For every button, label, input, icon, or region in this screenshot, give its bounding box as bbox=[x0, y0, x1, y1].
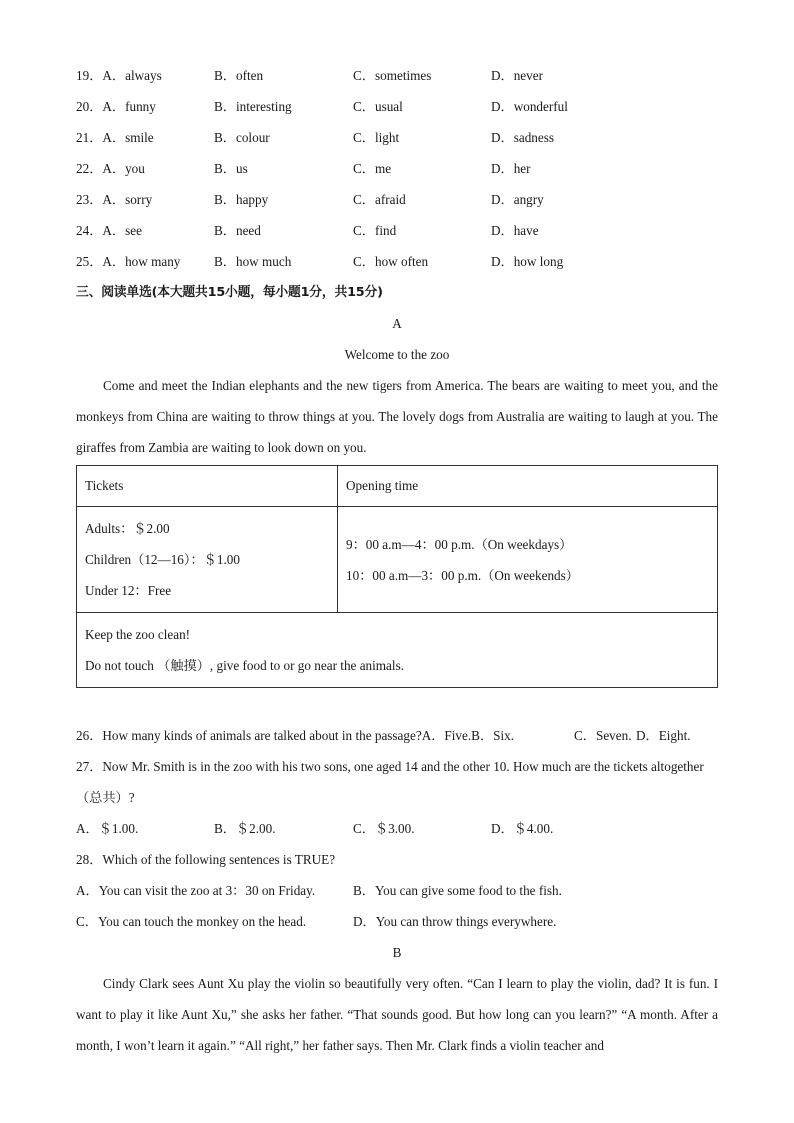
question-27-options bbox=[76, 813, 718, 844]
option-d: D．have bbox=[491, 223, 539, 238]
tickets-cell bbox=[77, 507, 338, 613]
passage-b-label: B bbox=[392, 945, 402, 960]
exam-page bbox=[76, 60, 718, 1061]
question-number: 19． bbox=[76, 68, 103, 83]
question-number: 21． bbox=[76, 130, 103, 145]
question-number: 22． bbox=[76, 161, 103, 176]
question-number: 23． bbox=[76, 192, 103, 207]
zoo-info-table bbox=[76, 465, 718, 688]
option-d: D．Eight. bbox=[636, 728, 691, 743]
opening-time-header: Opening time bbox=[338, 466, 718, 507]
option-row-20 bbox=[76, 91, 718, 122]
question-number: 20． bbox=[76, 99, 103, 114]
rule-clean: Keep the zoo clean! bbox=[85, 627, 191, 642]
option-b: B．happy bbox=[214, 192, 269, 207]
option-a: A．sorry bbox=[102, 192, 153, 207]
question-27-text: 27．Now Mr. Smith is in the zoo with his two sons, one aged 14 and the other 10. How much are the tickets altogether（总共）? bbox=[76, 759, 704, 805]
option-c: C．me bbox=[353, 161, 392, 176]
option-row-19 bbox=[76, 60, 718, 91]
option-c: C．You can touch the monkey on the head. bbox=[76, 914, 307, 929]
option-d: D．wonderful bbox=[491, 99, 568, 114]
option-a: A．smile bbox=[102, 130, 154, 145]
passage-b-text: Cindy Clark sees Aunt Xu play the violin so beautifully very often. “Can I learn to play the violin, dad? It is fun. I want to play it like Aunt Xu,” she asks her father. “That sounds good. But how long can you learn?” “A month. After a month, I won’t learn it again.” “All right,” her father says. Then Mr. Clark finds a violin teacher and bbox=[76, 976, 718, 1053]
rules-cell bbox=[77, 613, 718, 688]
rule-no-touch: Do not touch （触摸）, give food to or go near the animals. bbox=[85, 658, 405, 673]
option-b: B．need bbox=[214, 223, 261, 238]
option-row-21 bbox=[76, 122, 718, 153]
question-28-text: 28．Which of the following sentences is TRUE? bbox=[76, 852, 336, 867]
option-c: C．＄3.00. bbox=[353, 821, 415, 836]
option-a: A．how many bbox=[102, 254, 181, 269]
option-row-23 bbox=[76, 184, 718, 215]
passage-a-title: Welcome to the zoo bbox=[344, 347, 450, 362]
option-c: C．sometimes bbox=[353, 68, 432, 83]
option-b: B．colour bbox=[214, 130, 270, 145]
option-b: B．You can give some food to the fish. bbox=[353, 883, 562, 898]
option-c: C．usual bbox=[353, 99, 403, 114]
question-28-options-ab bbox=[76, 875, 718, 906]
ticket-children: Children（12—16）：＄1.00 bbox=[85, 552, 240, 567]
opening-time-cell bbox=[338, 507, 718, 613]
time-weekends: 10：00 a.m—3：00 p.m.（On weekends） bbox=[346, 567, 579, 583]
option-d: D．＄4.00. bbox=[491, 821, 554, 836]
ticket-adults: Adults：＄2.00 bbox=[85, 521, 170, 536]
question-number: 24． bbox=[76, 223, 103, 238]
option-c: C．how often bbox=[353, 254, 429, 269]
option-a: A．＄1.00. bbox=[76, 821, 139, 836]
question-number: 25． bbox=[76, 254, 103, 269]
option-row-22 bbox=[76, 153, 718, 184]
option-a: A．see bbox=[102, 223, 142, 238]
option-row-24 bbox=[76, 215, 718, 246]
option-c: C．find bbox=[353, 223, 397, 238]
option-b: B．interesting bbox=[214, 99, 292, 114]
option-a: A．always bbox=[102, 68, 162, 83]
passage-a-text: Come and meet the Indian elephants and the new tigers from America. The bears are waiting to meet you, and the monkeys from China are waiting to throw things at you. The lovely dogs from Australia are waiting to laugh at you. The giraffes from Zambia are waiting to look down on you. bbox=[76, 378, 718, 455]
option-d: D．how long bbox=[491, 254, 564, 269]
tickets-header: Tickets bbox=[77, 466, 338, 507]
option-c: C．light bbox=[353, 130, 400, 145]
option-d: D．sadness bbox=[491, 130, 555, 145]
option-d: D．angry bbox=[491, 192, 544, 207]
option-a: A．you bbox=[102, 161, 145, 176]
option-d: D．You can throw things everywhere. bbox=[353, 914, 557, 929]
option-d: D．never bbox=[491, 68, 543, 83]
option-a: A．You can visit the zoo at 3：30 on Friday. bbox=[76, 883, 316, 898]
option-b: B．often bbox=[214, 68, 264, 83]
option-c: C．afraid bbox=[353, 192, 406, 207]
section-title: 三、阅读单选(本大题共15小题，每小题1分，共15分) bbox=[76, 285, 383, 300]
option-b: B．how much bbox=[214, 254, 292, 269]
time-weekdays: 9：00 a.m—4：00 p.m.（On weekdays） bbox=[346, 536, 573, 552]
question-26-text: 26．How many kinds of animals are talked about in the passage?A．Five.B．Six. bbox=[76, 728, 515, 743]
ticket-under-12: Under 12：Free bbox=[85, 583, 172, 598]
question-28-options-cd bbox=[76, 906, 718, 937]
option-b: B．us bbox=[214, 161, 248, 176]
cloze-options bbox=[76, 60, 718, 277]
passage-a-label: A bbox=[392, 316, 402, 331]
option-d: D．her bbox=[491, 161, 531, 176]
option-a: A．funny bbox=[102, 99, 156, 114]
option-row-25 bbox=[76, 246, 718, 277]
question-26 bbox=[76, 720, 718, 751]
option-c: C．Seven. bbox=[574, 728, 632, 743]
option-b: B．＄2.00. bbox=[214, 821, 276, 836]
